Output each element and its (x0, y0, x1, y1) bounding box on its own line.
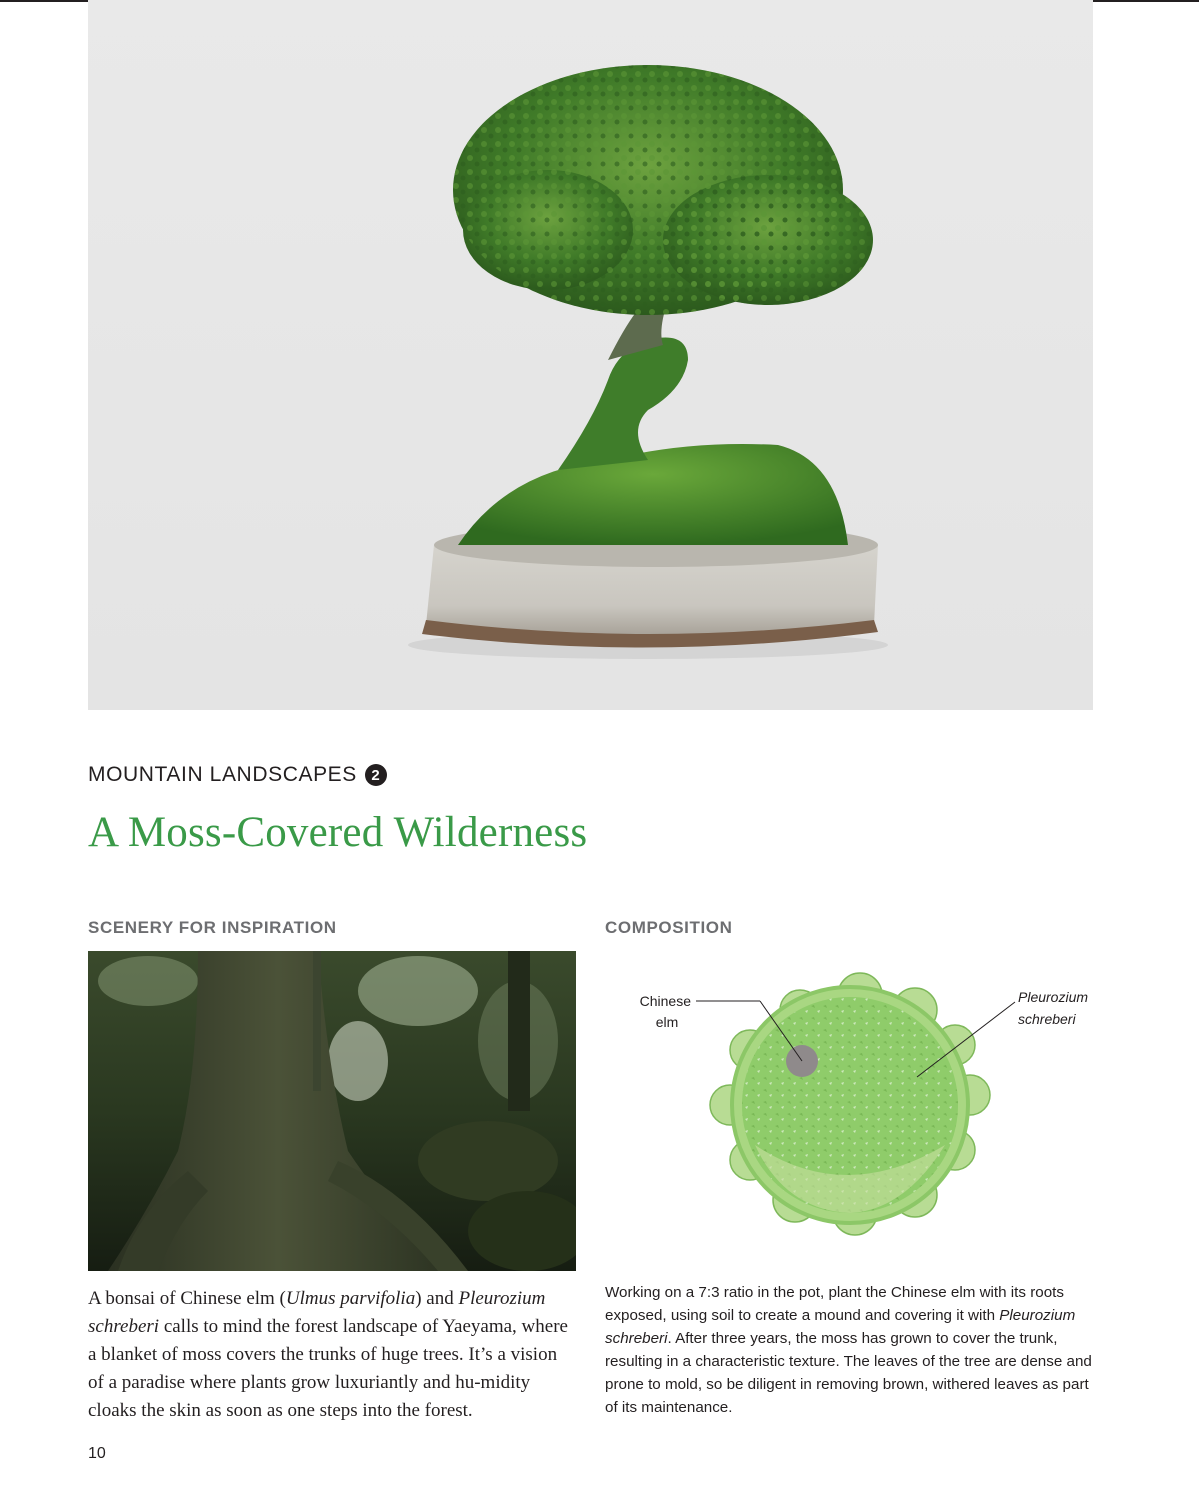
comp-text-2: . After three years, the moss has grown to cover the trunk, resulting in a characteristic texture. The leaves of the tree are dense and prone to mold, so be diligent in removing brown, withered leaves as part of its maintenance. (605, 1330, 1092, 1416)
label-pleurozium-2: schreberi (1018, 1011, 1076, 1027)
desc-italic-2: Pleurozium schreberi (88, 1288, 546, 1337)
page-title: A Moss-Covered Wilderness (88, 809, 588, 856)
composition-heading: COMPOSITION (605, 918, 733, 937)
comp-text-1: Working on a 7:3 ratio in the pot, plant the Chinese elm with its roots exposed, using soil to create a mound and covering it with (605, 1284, 1064, 1324)
forest-photo (88, 951, 576, 1271)
comp-italic-1: Pleurozium schreberi (605, 1307, 1076, 1347)
page-number: 10 (88, 1445, 106, 1462)
desc-text-2: ) and (415, 1288, 459, 1309)
desc-text-3: calls to mind the forest landscape of Yaeyama, where a blanket of moss covers the trunks of huge trees. It’s a vision of a paradise where plants grow luxuriantly and hu-midity cloaks the skin as soon as one steps into the forest. (88, 1316, 568, 1421)
section-label-text: MOUNTAIN LANDSCAPES (88, 763, 357, 786)
label-pleurozium-1: Pleurozium (1018, 989, 1089, 1005)
label-chinese-elm-2: elm (655, 1014, 679, 1030)
scenery-heading: SCENERY FOR INSPIRATION (88, 918, 337, 937)
scenery-description (88, 1285, 568, 1425)
desc-italic-1: Ulmus parvifolia (285, 1288, 416, 1309)
desc-text-1: A bonsai of Chinese elm ( (88, 1288, 286, 1309)
composition-description (605, 1281, 1095, 1419)
label-chinese-elm-1: Chinese (639, 993, 691, 1009)
composition-diagram (605, 955, 1095, 1255)
section-label (88, 763, 387, 787)
section-number-badge: 2 (365, 764, 387, 786)
bonsai-photo (88, 0, 1093, 710)
